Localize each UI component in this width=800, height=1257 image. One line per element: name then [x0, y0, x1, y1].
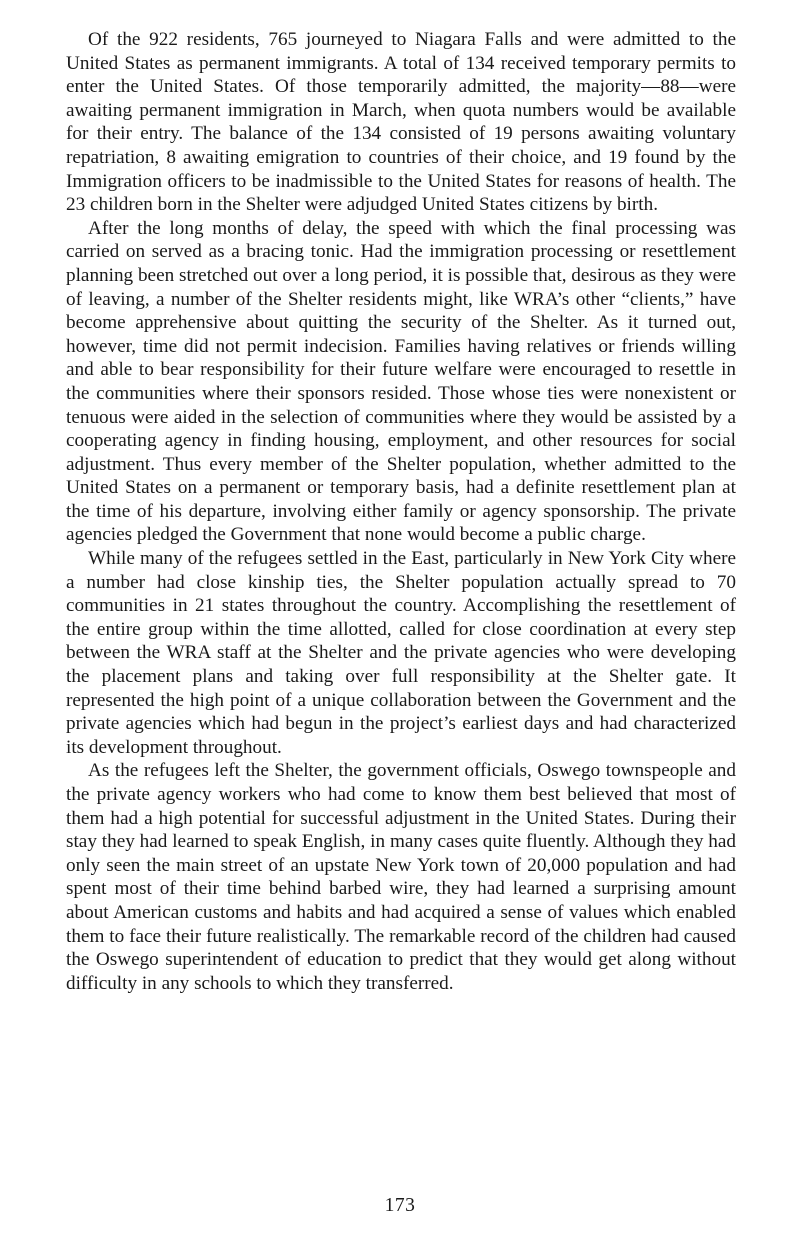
paragraph-adjustment-potential: As the refugees left the Shelter, the government officials, Oswego townspeople and the private agency workers who had come to know them best believed that most of them had a high potential for successful adjustment in the United States. During their stay they had learned to speak English, in many cases quite fluently. Although they had only seen the main street of an upstate New York town of 20,000 population and had spent most of their time behind barbed wire, they had learned a surprising amount about American customs and habits and had acquired a sense of values which enabled them to face their future realistically. The remarkable record of the children had caused the Oswego superintendent of education to predict that they would get along without difficulty in any schools to which they transferred.	[66, 760, 736, 994]
paragraph-final-processing: After the long months of delay, the speed with which the final processing was carried on served as a bracing tonic. Had the immigration processing or resettlement planning been stretched out over a long period, it is possible that, desirous as they were of leaving, a number of the Shelter residents might, like WRA’s other “clients,” have become apprehensive about quitting the security of the Shelter. As it turned out, however, time did not permit indecision. Families having relatives or friends willing and able to bear responsibility for their future welfare were encouraged to resettle in the communities where their sponsors resided. Those whose ties were nonexistent or tenuous were aided in the selection of communities where they would be assisted by a cooperating agency in finding housing, employment, and other resources for social adjustment. Thus every member of the Shelter population, whether admitted to the United States on a permanent or temporary basis, had a definite resettlement plan at the time of his departure, involving either family or agency sponsorship. The private agencies pledged the Government that none would become a public charge.	[66, 217, 736, 546]
paragraph-resident-admissions: Of the 922 residents, 765 journeyed to Niagara Falls and were admitted to the United States as permanent immigrants. A total of 134 received temporary permits to enter the United States. Of those temporarily admitted, the majority—88—were awaiting permanent immigration in March, when quota numbers would be available for their entry. The balance of the 134 consisted of 19 persons awaiting voluntary repatriation, 8 awaiting emigration to countries of their choice, and 19 found by the Immigration officers to be inadmissible to the United States for reasons of health. The 23 children born in the Shelter were adjudged United States citizens by birth.	[66, 29, 736, 216]
document-body	[66, 28, 736, 995]
paragraph-resettlement-spread: While many of the refugees settled in the East, particularly in New York City where a number had close kinship ties, the Shelter population actually spread to 70 communities in 21 states throughout the country. Accomplishing the resettlement of the entire group within the time allotted, called for close coordination at every step between the WRA staff at the Shelter and the private agencies who were developing the placement plans and taking over full responsibility at the Shelter gate. It represented the high point of a unique collaboration between the Government and the private agencies which had begun in the project’s earliest days and had characterized its development throughout.	[66, 548, 736, 758]
page-number: 173	[384, 1195, 416, 1216]
